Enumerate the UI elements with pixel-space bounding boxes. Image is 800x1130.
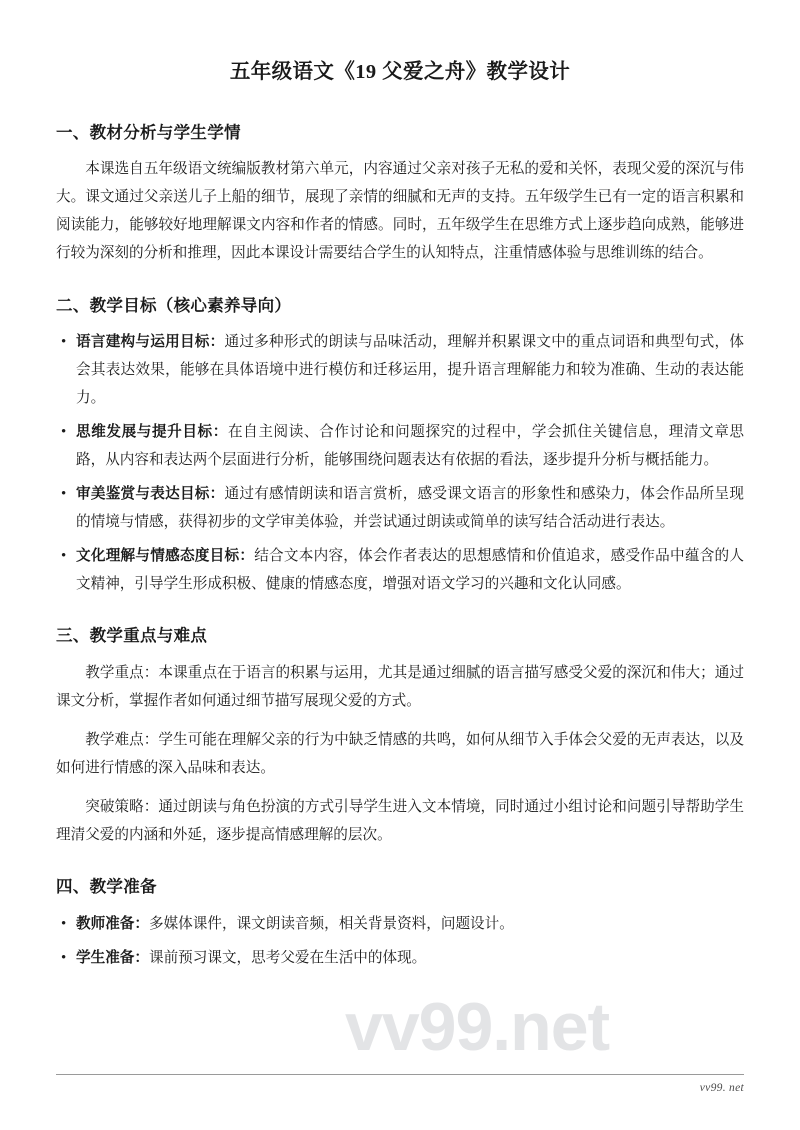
section-focus-and-difficulty [56,624,744,849]
preparation-list [56,910,744,972]
document-content [56,0,744,972]
objective-text: 在自主阅读、合作讨论和问题探究的过程中，学会抓住关键信息，理清文章思路，从内容和表达两个层面进行分析，能够围绕问题表达有依据的看法，逐步提升分析与概括能力。 [76,424,744,469]
objective-label: 思维发展与提升目标： [76,424,228,441]
list-item [56,910,744,938]
objective-label: 文化理解与情感态度目标： [76,548,255,565]
objective-text: 通过多种形式的朗读与品味活动，理解并积累课文中的重点词语和典型句式，体会其表达效果，能够在具体语境中进行模仿和迁移运用，提升语言理解能力和较为准确、生动的表达能力。 [76,334,744,407]
preparation-text: 多媒体课件，课文朗读音频，相关背景资料，问题设计。 [148,915,514,932]
objectives-list [56,328,744,598]
preparation-text: 课前预习课文，思考父爱在生活中的体现。 [148,950,427,966]
list-item [56,944,744,972]
section-textbook-analysis [56,121,744,268]
page-title: 五年级语文《19 父爱之舟》教学设计 [229,61,571,83]
paragraph-textbook-analysis: 本课选自五年级语文统编版教材第六单元，内容通过父亲对孩子无私的爱和关怀，表现父爱的深沉与伟大。课文通过父亲送儿子上船的细节，展现了亲情的细腻和无声的支持。五年级学生已有一定的语言积累和阅读能力，能够较好地理解课文内容和作者的情感。同时，五年级学生在思维方式上逐步趋向成熟，能够进行较为深刻的分析和推理，因此本课设计需要结合学生的认知特点，注重情感体验与思维训练的结合。 [56,161,744,262]
preparation-label: 教师准备： [76,915,149,932]
objective-label: 语言建构与运用目标： [76,334,225,351]
page-watermark: vv99.net [345,989,610,1065]
section-teaching-preparation [56,875,744,972]
footer-site-label: vv99. net [699,1082,744,1094]
section-heading-teaching-preparation: 四、教学准备 [56,877,157,897]
list-item [56,418,744,474]
section-heading-teaching-objectives: 二、教学目标（核心素养导向） [56,295,292,315]
section-heading-focus-and-difficulty: 三、教学重点与难点 [56,626,208,646]
section-heading-textbook-analysis: 一、教材分析与学生学情 [56,122,241,142]
paragraph-breakthrough-strategy: 突破策略：通过朗读与角色扮演的方式引导学生进入文本情境，同时通过小组讨论和问题引导帮助学生理清父爱的内涵和外延，逐步提高情感理解的层次。 [56,799,744,844]
list-item [56,542,744,598]
objective-label: 审美鉴赏与表达目标： [76,486,225,503]
objective-text: 结合文本内容，体会作者表达的思想感情和价值追求，感受作品中蕴含的人文精神，引导学生形成积极、健康的情感态度，增强对语文学习的兴趣和文化认同感。 [76,548,744,593]
paragraph-teaching-difficulty: 教学难点：学生可能在理解父亲的行为中缺乏情感的共鸣，如何从细节入手体会父爱的无声表达，以及如何进行情感的深入品味和表达。 [56,732,744,777]
list-item [56,480,744,536]
list-item [56,328,744,412]
page-footer [56,1074,744,1094]
paragraph-teaching-focus: 教学重点：本课重点在于语言的积累与运用，尤其是通过细腻的语言描写感受父爱的深沉和伟大；通过课文分析，掌握作者如何通过细节描写展现父爱的方式。 [56,665,744,710]
objective-text: 通过有感情朗读和语言赏析，感受课文语言的形象性和感染力，体会作品所呈现的情境与情感，获得初步的文学审美体验，并尝试通过朗读或简单的读写结合活动进行表达。 [76,486,744,531]
section-teaching-objectives [56,294,744,599]
footer-divider [56,1074,744,1075]
preparation-label: 学生准备： [76,950,149,966]
